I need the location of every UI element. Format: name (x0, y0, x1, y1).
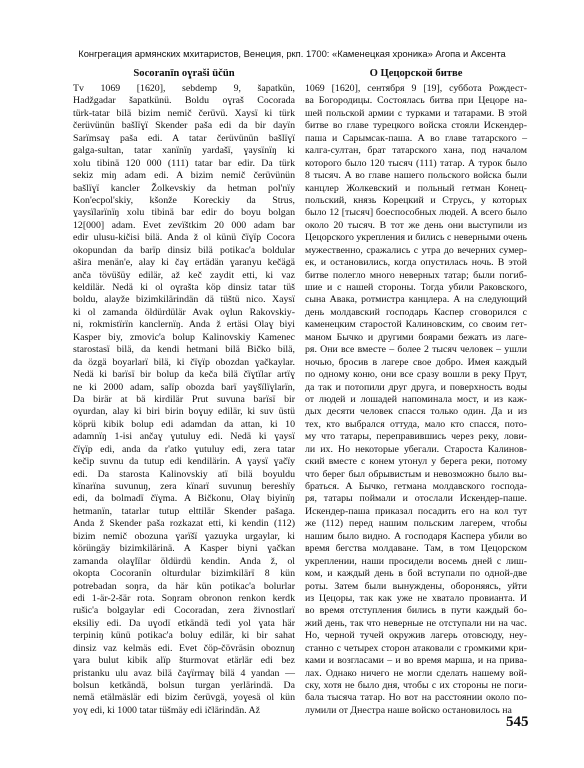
text-line: okopundan da barïp dinsiz bilä potikac'a boldular (73, 244, 295, 256)
text-line: ками и возгласами – и во время марша, и на прива- (305, 655, 527, 667)
text-line: yoɣ edi, ki 1000 tatar tüšmäy edi ičlärindän. Až (73, 704, 260, 716)
text-line: Hadžgadar šapatkünü. Boldu oɣraš Cocorada (73, 95, 295, 107)
text-line: роты. Затем были вынуждены, обороняясь, уйти (305, 580, 527, 592)
page-number: 545 (506, 714, 529, 730)
text-line: по одному коню, они все сразу вошли в реку Прут, (305, 369, 527, 381)
text-line: kečip suvnu da tutup edi kendilärin. A ɣaysï ɣačïy (73, 456, 295, 468)
text-line: oɣurdan, alay ki biri birin boɣuy edilär, ki suv üstü (73, 406, 295, 418)
text-line: Kon'ecpol'skiy, kšonže Koreckiy da Strus, (73, 194, 295, 206)
text-line: Nedä ki barïsï bir bolup da keča bilä čïɣtïlar artïɣ (73, 369, 295, 381)
text-line: лах. Однако ничего не могли сделать нашему вой- (305, 667, 527, 679)
text-line: паша и Сарымсак-паша. А во главе татарского – (305, 132, 527, 144)
text-line: hetmanïn, tatarlar tutup elttilär Skender pašaga. (73, 505, 295, 517)
text-line: ский вместе с конем утонул у берега реки, потому (305, 456, 527, 468)
text-line: время бегства молдаване. Там, в том Цецорском (305, 543, 527, 555)
text-line: 8 тысяч. А во главе нашего польского войска были (305, 170, 527, 182)
text-line: шей польской армии с турками и татарами. В этой (305, 107, 527, 119)
turkic-text-lines (73, 83, 295, 717)
text-line: ек, и остановились, когда опустилась ночь. В этой (305, 257, 527, 269)
russian-section-heading: О Цецорской битве (369, 68, 463, 79)
text-line: ночью, бросив в лагере свое добро. Имея каждый (305, 356, 527, 368)
russian-translation-column (305, 68, 527, 717)
text-line: лумили от Днестра наше войско остановилось на (305, 704, 512, 716)
text-line: Tv 1069 [1620], sebdemp 9, šapatkün, (73, 83, 295, 94)
text-line: нашим было видно. А господаря Каспера убили во (305, 530, 527, 542)
text-line: му что татары, переправившись через реку, лови- (305, 431, 527, 443)
text-line: Sarïmsaɣ paša edi. A tatar čerüvünün bašlïɣï (73, 132, 295, 144)
text-line: türk-tatar bilä bizim nemič čerüvü. Xaysï ki türk (73, 107, 295, 119)
text-line: во время отступления бились в пути каждый бо- (305, 605, 527, 617)
text-line: galga-sultan, tatar xanïnïŋ yardašï, ɣaysïnïŋ ki (73, 145, 295, 157)
text-line: станно с четырех сторон атаковали с громкими кри- (305, 642, 527, 654)
text-line: nemä etälmäslär edi bizim čerüvgä, yoɣesä ol kün (73, 692, 295, 704)
text-line: ni, rokmistïrïn kanclernïŋ. Anda ž ertäsi Olaɣ biyi (73, 319, 295, 331)
text-line: sekiz miŋ adam edi. A bizim nemič čerüvünün (73, 170, 295, 182)
text-line: bašlïɣï kancler Žolkevskiy da hetman pol'nïy (73, 182, 295, 194)
text-line: Цецорского укрепления и бились с неверными очень (305, 232, 527, 244)
text-line: edi. Da starosta Kalinovskiy atï bilä boyuldu (73, 468, 295, 480)
text-line: ašira menän'e, alay ki čaɣ ertädän ɣaranyu kečägä (73, 257, 295, 269)
text-line: которого было 120 тысяч (111) татар. А турок было (305, 157, 527, 169)
text-line: da özgä boyarlarï bilä, ki čïɣïp obozdan ɣačkaylar. (73, 356, 295, 368)
text-line: жий день, так что неверные не отступали ни на час. (305, 617, 527, 629)
text-line: okopta Cocoranïn olturdular bizimkilärï 8 kün (73, 568, 295, 580)
text-line: köprü kibik bolup edi adamdan da attan, ki 10 (73, 418, 295, 430)
text-line: keldilär. Nedä ki ol oɣrašta köp dinsiz tatar tüš (73, 282, 295, 293)
text-line: Kasper biy, zmovic'a bolup Kalinovskiy Kamenec (73, 331, 295, 343)
text-line: день молдавский господарь Каспер сговорился с (305, 306, 527, 318)
text-line: ne ki 2000 adam, salïp obozda barï yaɣšïlïɣlarïn, (73, 381, 295, 393)
text-line: браться. А Бычко, гетмана молдавского господа- (305, 481, 527, 492)
text-line: тех, кто выбрался оттуда, мало кто спасся, пото- (305, 418, 527, 430)
text-line: terpiniŋ künü potikac'a boluy edilär, ki bir sahat (73, 630, 295, 642)
text-line: канцлер Жолкевский и польный гетман Конец- (305, 182, 527, 194)
text-line: potrebadan soŋra, da här kün potikac'a bolurlar (73, 580, 295, 592)
text-line: rušic'a bolgaylar edi Cocoradan, zera živnostlarï (73, 605, 295, 617)
text-line: dinsiz vaz kelmäs edi. Evet čöp-čövräsin oboznuŋ (73, 642, 295, 654)
text-line: да так и потопили друг друга, и поверхность воды (305, 381, 527, 393)
text-line: ɣara bulut kibik alïp šturmovat etärlär edi bez (73, 655, 295, 667)
text-line: Но, черной тучей окружив лагерь отовсюду, неу- (305, 630, 527, 642)
text-line: boldu, alayže bizimkilärindän dä tüštü nico. Xaysï (73, 294, 295, 306)
text-line: ря. Они все вместе – более 2 тысяч человек – ушли (305, 344, 527, 356)
text-line: ва Богородицы. Состоялась битва при Цецоре на- (305, 95, 527, 107)
text-line: anča tövüšüy edilär, až keč zaydit etti, ki vaz (73, 269, 295, 281)
running-header: Конгрегация армянских мхитаристов, Венеция, ркп. 1700: «Каменецкая хроника» Агопа и Аксента (78, 48, 506, 59)
russian-text-lines (305, 83, 527, 717)
text-line: от людей и лошадей напоминала мост, и из каж- (305, 393, 527, 405)
text-line: мужественно, сражались с утра до вечерних сумер- (305, 244, 527, 256)
text-line: ску, хотя не было дня, чтобы с их стороны не поги- (305, 680, 527, 691)
text-line: из Цецоры, так как уже не хватало провианта. И (305, 592, 527, 604)
text-line: ɣaysïlarïnïŋ xolu tibinä bar edir do boyu bolgan (73, 207, 295, 219)
text-line: čïɣïp edi, anda da r'atko ɣutuluy edi, zera tatar (73, 443, 295, 455)
text-line: ком, и каждый день в бой вступали по одной-две (305, 568, 527, 580)
text-line: pristanku ulu avaz bilä čaɣïrmaɣ bilä 4 yandan — (73, 667, 295, 679)
text-line: маном Бычко и другими боярами бежать из лаге- (305, 331, 527, 343)
text-line: zamanda olaɣlïlar öldürdü kendin. Anda ž, ol (73, 555, 295, 567)
text-line: edi 1-är-2-šär rota. Soŋram obronon renkon kerdk (73, 592, 295, 604)
text-line: starostasï bilä, da kendi hetmani bilä Bičko bilä, (73, 344, 295, 356)
text-line: čerüvünün bašlïɣï Skender paša edi da bir dayïn (73, 120, 295, 132)
text-line: xolu tibinä 120 000 (111) tatar bar edir. Da türk (73, 157, 295, 169)
text-line: ря, татары поймали и отослали Искендер-паше. (305, 493, 527, 505)
text-line: adamnïŋ 1-isi ančaɣ ɣutuluy edi. Nedä ki ɣaysï (73, 431, 295, 443)
text-line: битве полегло много неверных татар; были погиб- (305, 269, 527, 281)
text-line: edi, da bolmadï čïɣma. A Bičkonu, Olaɣ biyinïŋ (73, 493, 295, 505)
text-line: bizim nemič obozuna ɣarïšï ɣazuyka urgaylar, ki (73, 530, 295, 542)
text-line: eksiliy edi. Da uɣodï etkändä tedi yol ɣata här (73, 617, 295, 629)
text-line: körüngäy bizimkilärinä. A Kasper biyni ɣačkan (73, 543, 295, 555)
turkic-text-column (73, 68, 295, 717)
text-line: 1069 [1620], сентября 9 [19], суббота Рождест- (305, 83, 527, 94)
turkic-section-heading: Socoranïn oɣraši üčün (133, 68, 235, 79)
text-line: укреплении, наши просидели восемь дней с лиш- (305, 555, 527, 567)
text-line: Искендер-паша приказал посадить его на кол тут (305, 505, 527, 517)
text-line: было 12 [тысяч] боеспособных людей. А всего было (305, 207, 527, 219)
text-line: битве во главе турецкого войска стояли Искендер- (305, 120, 527, 132)
text-line: сына Авака, ротмистра канцлера. А на следующий (305, 294, 527, 306)
text-line: шие и с нашей стороны. Тогда убили Раковского, (305, 282, 527, 293)
text-line: Anda ž Skender paša rozkazat etti, ki kendin (112) (73, 518, 295, 530)
text-line: дых десяти человек спасся только один. Да и из (305, 406, 527, 418)
text-line: калга-султан, брат татарского хана, под началом (305, 145, 527, 157)
text-line: Da birär at bä kirdilär Prut suvuna barïsï bir (73, 393, 295, 405)
text-line: что берег был обрывистым и невозможно было вы- (305, 468, 527, 480)
text-line: 12[000] adam. Evet zevïštkim 20 000 adam bar (73, 219, 295, 231)
text-line: ли их. Но некоторые убегали. Староста Калинов- (305, 443, 527, 455)
text-line: бала тысяча татар. Но вот на расстоянии около по- (305, 692, 527, 704)
text-line: ki ol zamanda öldürdülär Avak oɣlun Rakovskiy- (73, 306, 295, 318)
text-line: bolsun ketkändä, bolsun turgan yerlärindä. Da (73, 680, 295, 691)
text-line: edir ulusu-kičisi bilä. Anda ž ol künü čïɣïp Cocora (73, 232, 295, 244)
text-line: польский, князь Корецкий и Струсь, у которых (305, 194, 527, 206)
text-line: около 20 тысяч. В тот же день они выступили из (305, 219, 527, 231)
text-line: каменецким старостой Калиновским, со своим гет- (305, 319, 527, 331)
text-line: же (112) перед нашим польским лагерем, чтобы (305, 518, 527, 530)
text-line: kïnarïna suvunuŋ, zera kïnarï suvunuŋ bereshïy (73, 481, 295, 492)
